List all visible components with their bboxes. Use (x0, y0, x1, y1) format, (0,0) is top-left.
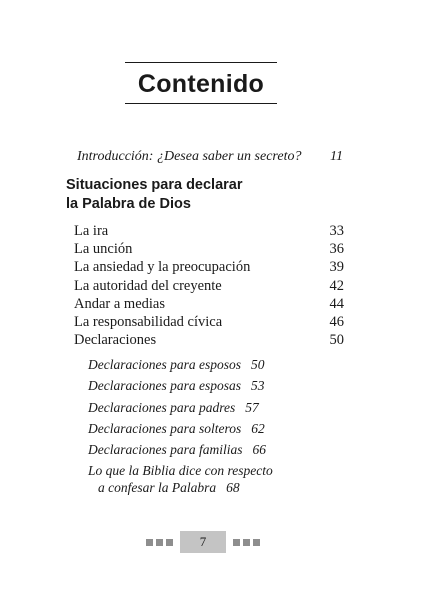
footer-square-decoration (156, 539, 163, 546)
section-heading-line-2: la Palabra de Dios (66, 196, 191, 212)
toc-sub-entry-multiline[interactable] (88, 462, 273, 496)
toc-entry-page: 39 (329, 259, 344, 276)
toc-intro-label: Introducción: ¿Desea saber un secreto? (77, 149, 302, 164)
toc-entry-page: 46 (329, 313, 344, 330)
toc-entry[interactable] (74, 331, 344, 349)
footer-square-decoration (146, 539, 153, 546)
footer-square-decoration (166, 539, 173, 546)
toc-entry-label: La ansiedad y la preocupación (74, 259, 251, 276)
toc-entry-label: Andar a medias (74, 295, 165, 312)
toc-entry-page: 50 (329, 332, 344, 349)
toc-sub-entries (88, 354, 273, 496)
toc-sub-entry[interactable] (88, 397, 273, 418)
toc-sub-entry-page: 62 (251, 420, 265, 436)
toc-sub-entry-page: 57 (245, 399, 259, 415)
toc-entry-label: Declaraciones (74, 332, 157, 349)
toc-entry-label: La unción (74, 241, 133, 258)
page-number: 7 (199, 534, 207, 549)
toc-sub-entry-label-cont: a confesar la Palabra (98, 480, 217, 496)
page-number-box (180, 531, 226, 553)
toc-sub-entry[interactable] (88, 418, 273, 439)
toc-sub-entry-label: Declaraciones para esposos (88, 357, 241, 372)
page-title: Contenido (137, 70, 265, 98)
toc-entry-page: 33 (329, 223, 344, 239)
toc-intro-entry[interactable] (77, 148, 343, 166)
toc-entry-page: 42 (329, 277, 344, 294)
toc-entry[interactable] (74, 313, 344, 331)
toc-sub-entry-label-line-2 (88, 479, 273, 496)
toc-sub-entry-label: Declaraciones para familias (88, 442, 243, 458)
toc-entry[interactable] (74, 258, 344, 276)
toc-entries (74, 222, 344, 349)
toc-intro-page: 11 (330, 149, 343, 164)
page-footer (146, 531, 260, 553)
toc-entry-page: 44 (329, 295, 344, 312)
title-bottom-rule (125, 103, 277, 104)
toc-entry-label: La autoridad del creyente (74, 277, 222, 294)
toc-sub-entry-page: 68 (226, 480, 240, 496)
toc-entry[interactable] (74, 295, 344, 313)
toc-sub-entry-page: 50 (250, 357, 265, 372)
toc-entry-label: La ira (74, 223, 109, 239)
toc-entry[interactable] (74, 277, 344, 295)
section-heading-line-1: Situaciones para declarar (66, 177, 243, 193)
toc-entry[interactable] (74, 240, 344, 258)
toc-sub-entry-page: 53 (250, 378, 265, 394)
toc-sub-entry-label: Declaraciones para padres (88, 399, 236, 415)
footer-square-decoration (243, 539, 250, 546)
toc-entry-page: 36 (329, 241, 344, 258)
toc-entry-label: La responsabilidad cívica (74, 313, 223, 330)
toc-sub-entry[interactable] (88, 375, 273, 396)
title-block (125, 62, 277, 104)
toc-entry[interactable] (74, 222, 344, 240)
section-heading (66, 176, 243, 214)
footer-square-decoration (253, 539, 260, 546)
toc-sub-entry-label: Declaraciones para esposas (88, 378, 241, 394)
toc-sub-entry[interactable] (88, 354, 273, 375)
title-top-rule (125, 62, 277, 63)
footer-square-decoration (233, 539, 240, 546)
toc-sub-entry[interactable] (88, 439, 273, 460)
toc-sub-entry-label: Declaraciones para solteros (88, 420, 242, 436)
toc-sub-entry-label-line-1: Lo que la Biblia dice con respecto (88, 463, 273, 479)
toc-sub-entry-page: 66 (252, 442, 266, 458)
